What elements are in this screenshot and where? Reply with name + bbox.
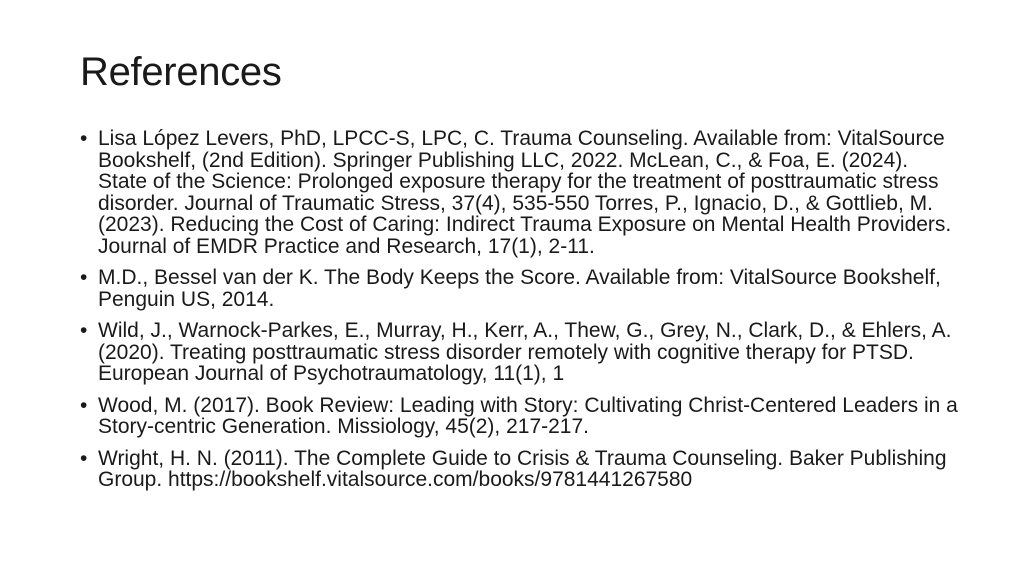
reference-item [80, 395, 960, 438]
reference-list [80, 128, 960, 501]
bullet-icon: • [80, 319, 88, 342]
reference-text: Lisa López Levers, PhD, LPCC-S, LPC, C. Trauma Counseling. Available from: VitalSource Bookshelf, (2nd Edition). Springer Publishing LLC, 2022. McLean, C., & Foa, E. (2024). State of the Science: Prolonged exposure therapy for the treatment of posttraumatic stress disorder. Journal of Traumatic Stress, 37(4), 535-550 Torres, P., Ignacio, D., & Gottlieb, M. (2023). Reducing the Cost of Caring: Indirect Trauma Exposure on Mental Health Providers. Journal of EMDR Practice and Research, 17(1), 2-11. [98, 127, 952, 258]
reference-text: Wild, J., Warnock-Parkes, E., Murray, H., Kerr, A., Thew, G., Grey, N., Clark, D., & Ehlers, A. (2020). Treating posttraumatic stress disorder remotely with cognitive therapy for PTSD. European Journal of Psychotraumatology, 11(1), 1 [98, 319, 952, 385]
bullet-icon: • [80, 266, 88, 289]
slide-title: References [80, 50, 282, 94]
reference-item [80, 448, 960, 491]
reference-item [80, 128, 960, 257]
bullet-icon: • [80, 127, 88, 150]
bullet-icon: • [80, 393, 88, 417]
reference-text: M.D., Bessel van der K. The Body Keeps the Score. Available from: VitalSource Bookshelf, Penguin US, 2014. [98, 266, 941, 311]
reference-text: Wood, M. (2017). Book Review: Leading with Story: Cultivating Christ-Centered Leaders in a Story-centric Generation. Missiology, 45(2), 217-217. [98, 393, 958, 438]
reference-item [80, 320, 960, 385]
bullet-icon: • [80, 446, 88, 470]
reference-text: Wright, H. N. (2011). The Complete Guide to Crisis & Trauma Counseling. Baker Publishing Group. https://bookshelf.vitalsource.com/books/9781441267580 [98, 446, 947, 491]
reference-item [80, 267, 960, 310]
